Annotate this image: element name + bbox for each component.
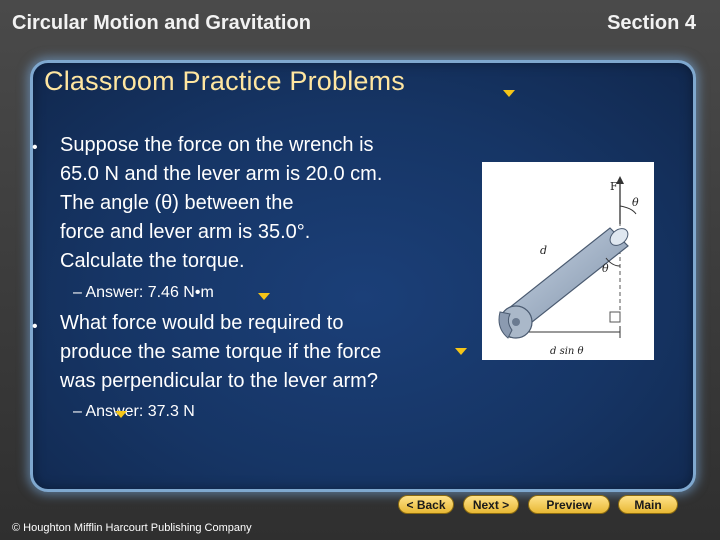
problem-1-line: Suppose the force on the wrench is (60, 134, 374, 156)
theta-label-mid: θ (602, 262, 609, 275)
copyright-text: © Houghton Mifflin Harcourt Publishing Company (12, 522, 252, 534)
answer-1-arrow-icon[interactable] (258, 293, 270, 300)
preview-button[interactable]: Preview (528, 495, 610, 514)
force-label: F (610, 180, 618, 193)
main-button[interactable]: Main (618, 495, 678, 514)
back-button[interactable]: < Back (398, 495, 454, 514)
problem-1-line: The angle (θ) between the (60, 192, 294, 214)
problem-2-line: was perpendicular to the lever arm? (60, 370, 378, 392)
problem-2-line: What force would be required to (60, 312, 344, 334)
answer-2: – Answer: 37.3 N (73, 403, 195, 420)
chapter-title: Circular Motion and Gravitation (12, 12, 311, 34)
problem-1-line: 65.0 N and the lever arm is 20.0 cm. (60, 163, 383, 185)
dsin-label: d sin θ (550, 346, 584, 357)
problem-1-line: force and lever arm is 35.0°. (60, 221, 311, 243)
title-arrow-icon[interactable] (503, 90, 515, 97)
problem-1-text (60, 131, 382, 276)
wrench-shape (499, 225, 631, 338)
wrench-diagram (482, 162, 654, 360)
wrench-diagram-svg (482, 162, 654, 360)
d-label: d (540, 244, 548, 257)
answer-2-arrow-icon[interactable] (115, 411, 127, 418)
bullet-dot: • (32, 139, 38, 156)
next-button[interactable]: Next > (463, 495, 519, 514)
problem-1-line: Calculate the torque. (60, 250, 245, 272)
problem-2-line: produce the same torque if the force (60, 341, 382, 363)
answer-1: – Answer: 7.46 N•m (73, 284, 214, 301)
bullet-dot: • (32, 318, 38, 335)
problem-2-arrow-icon[interactable] (455, 348, 467, 355)
problem-2-text (60, 309, 381, 396)
section-label: Section 4 (607, 12, 696, 34)
theta-label-top: θ (632, 196, 639, 209)
panel-title: Classroom Practice Problems (44, 66, 406, 96)
